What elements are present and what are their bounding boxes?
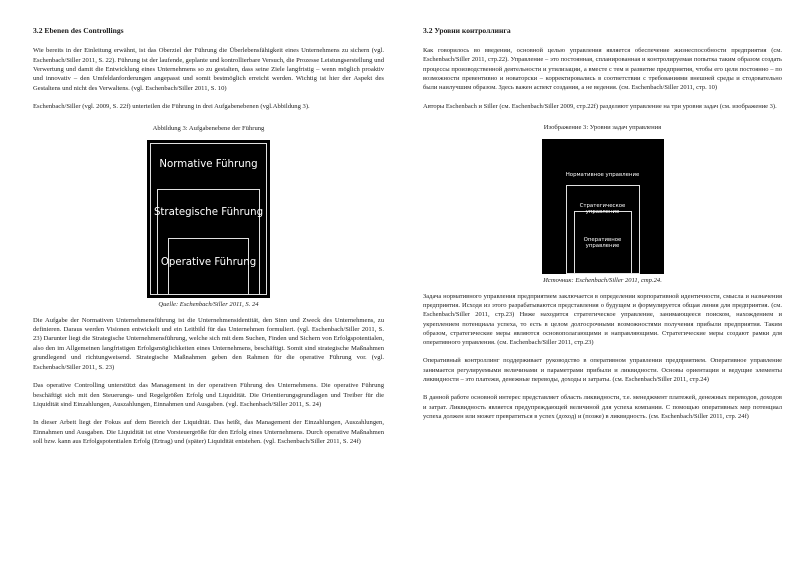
right-heading: 3.2 Уровни контроллинга bbox=[423, 26, 511, 35]
left-figure-source: Quelle: Eschenbach/Siller 2011, S. 24 bbox=[158, 300, 259, 308]
left-paragraph-1: Wie bereits in der Einleitung erwähnt, ist das Oberziel der Führung die Überlebensfähigkeit eines Unternehmens zu sichern (vgl. Eschenbach/Siller 2011, S. 22). Führung ist der laufende, geplante und kontrollierbare Versuch, die Prozesse Leistungserstellung und Verwertung und damit die Entwicklung eines Unternehmens so zu gestalten, dass seine Ziele langfristig – wenn möglich proaktiv und innovativ – den Umfeldanforderungen angepasst und somit bestmöglich erreicht werden. Wichtig ist hier der Aspekt des Gestaltens und nicht des Verwaltens. (vgl. Eschenbach/Siller 2011, S. 10) bbox=[33, 47, 384, 92]
left-paragraph-4: Das operative Controlling unterstützt das Management in der operativen Führung des Unternehmens. Die operative Führung beschäftigt sich mit den Steuerungs- und Regelgrößen Erfolg und Liquidität. Die Orientierungsgrundlagen und Treiber für die Liquidität sind Einzahlungen, Auszahlungen, Einnahmen und Ausgaben. (vgl. Eschenbach/Siller 2011, S. 24) bbox=[33, 382, 384, 409]
figure-label-normative: Normative Führung bbox=[159, 158, 258, 170]
left-paragraph-2: Eschenbach/Siller (vgl. 2009, S. 22f) unterteilen die Führung in drei Aufgabenebenen (vgl.Abbildung 3). bbox=[33, 103, 310, 111]
left-paragraph-5: In dieser Arbeit liegt der Fokus auf dem Bereich der Liquidität. Das heißt, das Management der Einzahlungen, Auszahlungen, Einnahmen und Ausgaben. Die Liquidität ist eine Vorsteuergröße für den Erfolg eines Unternehmens. Durch operative Maßnahmen soll bzw. kann aus Erfolgspotentialen Erfolg (Ertrag) und (später) Liquidität entstehen. (vgl. Eschenbach/Siller 2011, S. 24f) bbox=[33, 419, 384, 446]
management-levels-figure bbox=[542, 139, 664, 274]
right-page bbox=[400, 0, 800, 570]
right-figure-source: Источник: Eschenbach/Siller 2011, стр.24. bbox=[543, 276, 662, 284]
figure-label-strategic: Стратегическое управление bbox=[579, 202, 626, 215]
right-paragraph-3: Задача нормативного управления предприятием заключается в определении корпоративной идентичности, смысла и назначения предприятия. Исходя из этого разрабатываются представления о будущем и формулируется общая линия для предприятия. (см. Eschenbach/Siller 2011, стр.23) Ниже находится стратегическое управление, занимающееся поиском, нахождением и укреплением потенциала успеха, то есть в целом долгосрочными возможностями получения прибыли предприятия. Таким образом, стратегические меры являются основополагающими и направляющими. Стратегические меры создают рамки для оперативного управления. (см. Eschenbach/Siller 2011, стр.23) bbox=[423, 292, 782, 347]
right-figure-caption: Изображение 3: Уровни задач управления bbox=[543, 123, 662, 131]
left-paragraph-3: Die Aufgabe der Normativen Unternehmensführung ist die Unternehmensidentität, den Sinn und Zweck des Unternehmens, zu definieren. Daraus werden Visionen entwickelt und ein Leitbild für das Unternehmen formuliert. (vgl. Eschenbach/Siller 2011, S. 23) Darunter liegt die Strategische Unternehmensführung, welche sich mit dem Suchen, Finden und Sichern von Erfolgspotentialen, also den im Allgemeinen langfristigen Erfolgsmöglichkeiten eines Unternehmens, beschäftigt. Somit sind strategische Maßnahmen grundlegend und richtungweisend. Strategische Maßnahmen geben den Rahmen für die operative Führung vor. (vgl. Eschenbach/Siller 2011, S. 23) bbox=[33, 316, 384, 371]
right-paragraph-5: В данной работе основной интерес представляет область ликвидности, т.е. менеджмент платежей, денежных переводов, доходов и затрат. Ликвидность является предупреждающей величиной для успеха компании. С помощью оперативных мер потенциал успеха должен или может превратиться в успех (доход) и (позже) в ликвидность. (см. Eschenbach/Siller 2011, стр. 24f) bbox=[423, 394, 782, 420]
left-heading: 3.2 Ebenen des Controllings bbox=[33, 26, 124, 35]
figure-label-normative: Нормативное управление bbox=[565, 171, 640, 178]
right-paragraph-2: Авторы Eschenbach и Siller (см. Eschenbach/Siller 2009, стр.22f) разделяют управление на три уровня задач (см. изображение 3). bbox=[423, 102, 777, 110]
figure-label-strategic: Strategische Führung bbox=[153, 206, 264, 218]
right-paragraph-4: Оперативный контроллинг поддерживает руководство в оперативном управлении предприятием. Оперативное управление занимается регулируемыми величинами и параметрами прибыли и ликвидности. Основы ориентации и ведущие элементы ликвидности – это платежи, денежные переводы, доходы и затраты. (см. Eschenbach/Siller 2011, стр.24) bbox=[423, 357, 782, 384]
leadership-levels-figure bbox=[147, 140, 270, 298]
left-figure-caption: Abbildung 3: Aufgabenebene der Führung bbox=[152, 124, 265, 132]
figure-label-operative: Operative Führung bbox=[160, 256, 257, 268]
right-paragraph-1: Как говорилось во введении, основной целью управления является обеспечение жизнеспособности предприятия (см. Eschenbach/Siller 2011, стр.22). Управление – это постоянная, спланированная и контролируемая попытка таким образом создать процессы производственной деятельности и утилизации, а вместе с тем и развитие предприятия, чтобы его цели постоянно – по возможности превентивно и новаторски – корректировались в соответствии с требованиями внешней среды и стодовательно были наилучшим образом. Здесь важен аспект создания, а не ведения. (см. Eschenbach/Siller 2011, стр. 10) bbox=[423, 47, 782, 92]
figure-label-operative: Оперативное управление bbox=[583, 236, 622, 249]
